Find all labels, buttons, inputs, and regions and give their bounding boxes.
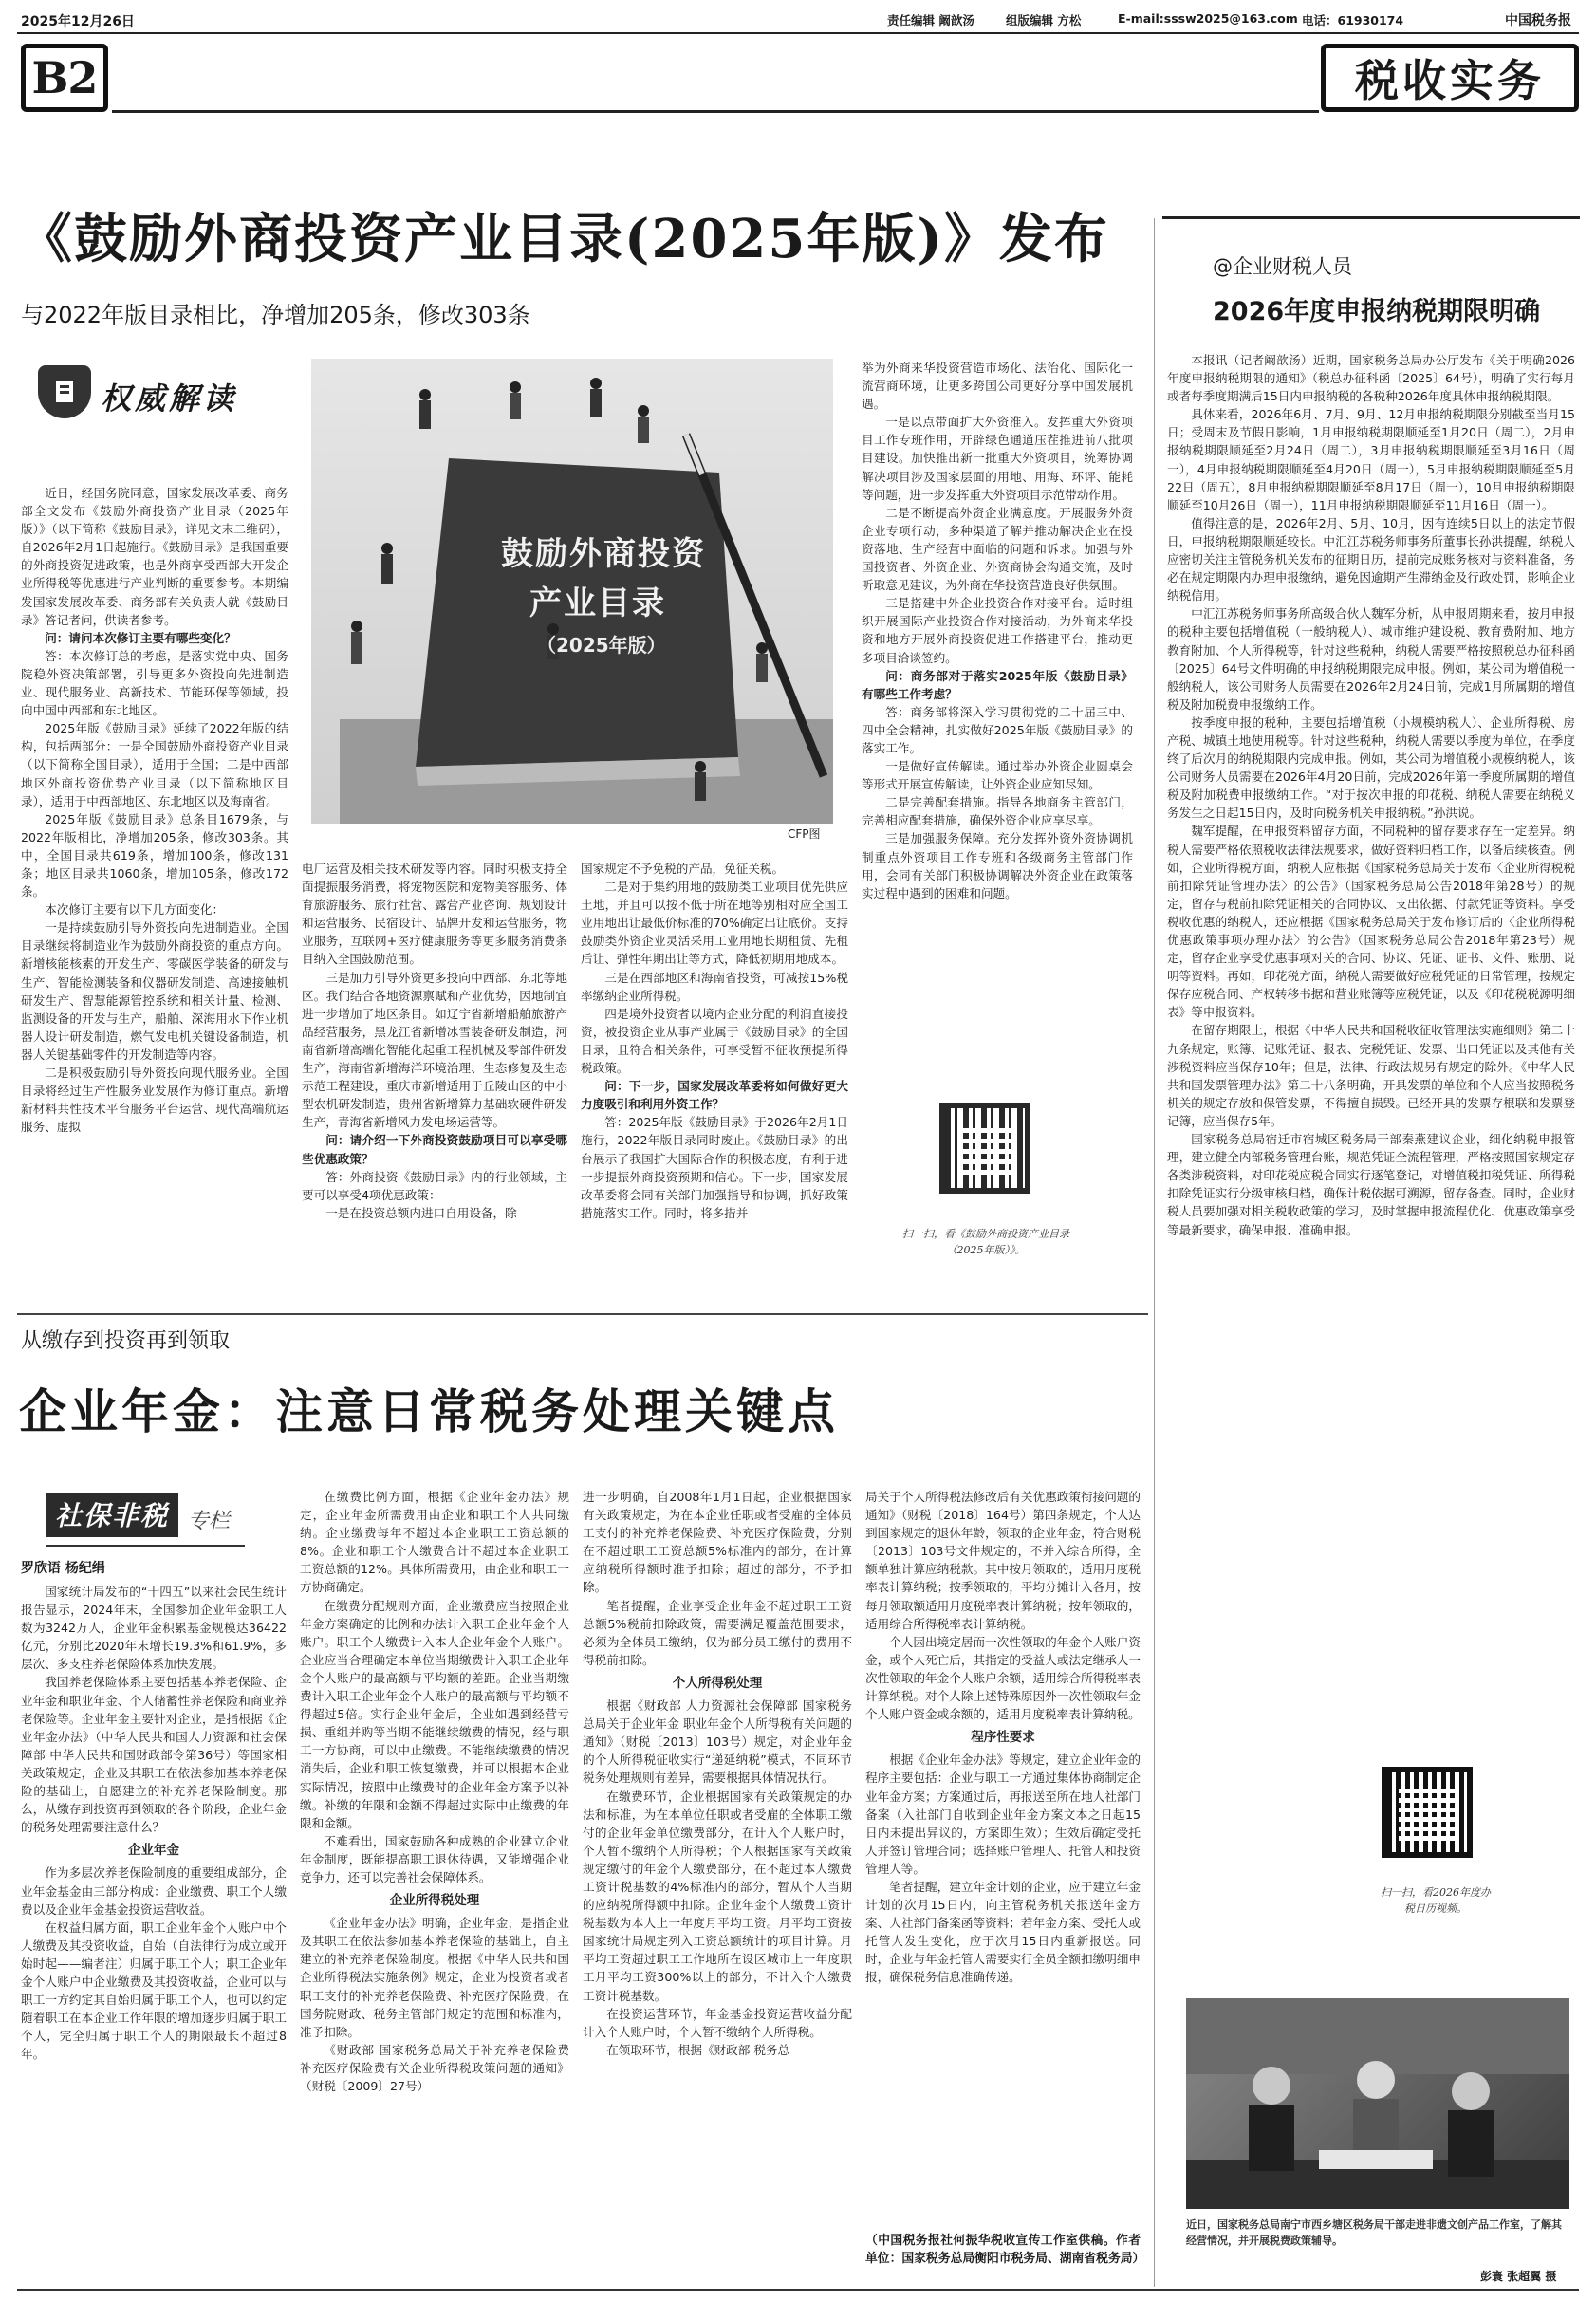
paragraph: 《财政部 国家税务总局关于补充养老保险费 补充医疗保险费有关企业所得税政策问题的通知》（财税〔2009〕27号） xyxy=(300,2042,569,2093)
qr-icon-catalog xyxy=(958,1122,1011,1175)
paragraph: 具体来看，2026年6月、7月、9月、12月申报纳税期限分别截至当月15日；受周末及节假日影响，1月申报纳税期限顺延至1月20日（周二），2月申报纳税期限顺延至2月24日（周二），3月申报纳税期限顺延至3月16日（周一），4月申报纳税期限顺延至4月20日（周一），5月申报纳税期限顺延至5月22日（周五），8月申报纳税期限顺延至8月17日（周一），10月申报纳税期限顺延至10月26日（周一），11月申报纳税期限顺延至11月16日（周一）。 xyxy=(1167,407,1575,512)
tax-visit-credit: 彭寰 张超翼 摄 xyxy=(1480,2270,1557,2283)
question: 问：商务部对于落实2025年版《鼓励目录》有哪些工作考虑？ xyxy=(862,668,1133,701)
section-title: 税收实务 xyxy=(1355,55,1545,106)
article2-col2 xyxy=(300,1488,569,2285)
paragraph: 二是不断提高外资企业满意度。开展服务外资企业专项行动，多种渠道了解并推动解决企业在投资落地、生产经营中面临的问题和诉求。加强与外国投资者、外资企业、外资商协会沟通交流，及时听取意见建议，为外商在华投资营造良好供氛围。 xyxy=(862,505,1133,593)
paragraph: 作为多层次养老保险制度的重要组成部分，企业年金基金由三部分构成：企业缴费、职工个人缴费以及企业年金基金投资运营收益。 xyxy=(21,1865,287,1917)
qr-caption-catalog: 扫一扫，看《鼓励外商投资产业目录（2025年版）》。 xyxy=(902,1228,1069,1256)
paragraph: 三是搭建中外企业投资合作对接平台。适时组织开展国际产业投资合作对接活动，为外商来华投资和地方开展外商投资促进工作搭建平台，推动更多项目洽谈签约。 xyxy=(862,596,1133,665)
paragraph: 《企业年金办法》明确，企业年金，是指企业及其职工在依法参加基本养老保险的基础上，自主建立的补充养老保险制度。根据《中华人民共和国企业所得税法实施条例》规定，企业为投资者或者职工支付的补充养老保险费、补充医疗保险费，在国务院财政、税务主管部门规定的范围和标准内，准予扣除。 xyxy=(300,1916,569,2039)
section-box xyxy=(1321,44,1579,112)
article1-subtitle: 与2022年版目录相比，净增加205条，修改303条 xyxy=(21,302,530,328)
book-title-line1: 鼓励外商投资 xyxy=(501,535,706,573)
article2-col1 xyxy=(21,1583,287,2285)
header-paper-name: 中国税务报 xyxy=(1505,13,1571,28)
column-badge xyxy=(46,1493,245,1547)
sidebar-body xyxy=(1167,351,1575,1528)
divider xyxy=(17,1313,1148,1315)
tax-visit-caption: 近日，国家税务总局南宁市西乡塘区税务局干部走进非遗文创产品工作室，了解其经营情况，并开展税费政策辅导。 xyxy=(1186,2218,1562,2247)
book-edition: （2025年版） xyxy=(537,634,666,657)
paragraph: 答：2025年版《鼓励目录》于2026年2月1日施行，2022年版目录同时废止。《鼓励目录》的出台展示了我国扩大国际合作的积极态度，有利于进一步提振外商投资预期和信心。下一步，国家发展改革委将会同有关部门加强指导和协调，抓好政策措施落实工作。同时，将多措并 xyxy=(581,1115,848,1220)
paragraph: 国家税务总局宿迁市宿城区税务局干部秦燕建议企业，细化纳税申报管理，建立健全内部税务管理台账，规范凭证全流程管理，严格按照国家规定存各类涉税资料，对印花税应税合同实行逐笔登记，对增值税扣税凭证、所得税扣除凭证实行分级审核归档，确保计税依据可溯源，留存备查。同时，企业财税人员要加强对相关税收政策的学习，及时掌握申报流程优化、优惠政策享受等最新要求，确保申报、准确申报。 xyxy=(1167,1132,1575,1237)
paragraph: 二是积极鼓励引导外资投向现代服务业。全国目录将经过生产性服务业发展作为修订重点。新增新材料共性技术平台服务平台运营、现代高端航运服务、虚拟 xyxy=(21,1066,288,1135)
article1-title: 《鼓励外商投资产业目录(2025年版)》发布 xyxy=(19,208,1109,270)
paragraph: 一是在投资总额内进口自用设备，除 xyxy=(325,1205,517,1220)
subheading: 个人所得税处理 xyxy=(672,1675,763,1691)
page-number-box xyxy=(21,44,108,112)
question: 问：请问本次修订主要有哪些变化？ xyxy=(45,630,236,645)
catalog-photo xyxy=(311,359,833,824)
header-date: 2025年12月26日 xyxy=(21,14,135,29)
article2-author: 罗欣语 杨纪绢 xyxy=(21,1561,105,1576)
paragraph: 不难看出，国家鼓励各种成熟的企业建立企业年金制度，既能提高职工退休待遇，又能增强企业竞争力，还可以完善社会保障体系。 xyxy=(300,1833,569,1884)
article1-col3 xyxy=(581,860,848,1220)
paragraph: 本报讯（记者阚歆汤）近期，国家税务总局办公厅发布《关于明确2026年度申报纳税期限的通知》（税总办征科函〔2025〕64号），明确了实行每月或者每季度期满后15日内申报纳税的各税种2026年度具体申报纳税期限。 xyxy=(1167,353,1575,404)
paragraph: 举为外商来华投资营造市场化、法治化、国际化一流营商环境，让更多跨国公司更好分享中国发展机遇。 xyxy=(862,361,1133,412)
header-email: E-mail:sssw2025@163.com xyxy=(1118,11,1298,26)
paragraph: 魏军提醒，在申报资料留存方面，不同税种的留存要求存在一定差异。纳税人需要严格依照税收法律法规要求，做好资料归档工作，以备后续核查。例如，企业所得税方面，纳税人应根据《国家税务总局关于发布〈企业所得税税前扣除凭证管理办法〉的公告》（国家税务总局公告2018年第28号）的规定，留存与税前扣除凭证相关的合同协议、支出依据、付款凭证等资料。享受税收优惠的纳税人，还应根据《国家税务总局关于发布修订后的〈企业所得税优惠政策事项办理办法〉的公告》（国家税务总局公告2018年第23号）规定，留存企业享受优惠事项对关的合同、协议、凭证、证书、文件、账册、说明等资料。再如，印花税方面，纳税人需要做好应税凭证的日常管理，按规定保存应税合同、产权转移书据和营业账簿等应税凭证，以及《印花税税源明细表》等申报资料。 xyxy=(1167,824,1575,1020)
paragraph: 一是持续鼓励引导外资投向先进制造业。全国目录继续将制造业作为鼓励外商投资的重点方向。新增核能核素的开发生产、零碳医学装备的研发与生产、智能检测装备和仪器研发制造、高速接触机研发生产、智慧能源管控系统和相关计量、检测、监测设备的开发与生产，船舶、深海用水下作业机器人设计研发制造，燃气发电机关键设备制造，机器人关键基础零件的开发制造等内容。 xyxy=(21,920,288,1062)
shield-icon xyxy=(38,365,91,418)
article2-col3 xyxy=(583,1488,852,2285)
page-bottom-rule xyxy=(17,2289,1579,2291)
sidebar-tag: @企业财税人员 xyxy=(1213,255,1352,278)
paragraph: 四是境外投资者以境内企业分配的利润直接投资，被投资企业从事产业属于《鼓励目录》的全国目录，且符合相关条件，可享受暂不征收预提所得税政策。 xyxy=(581,1006,848,1076)
photo-credit: CFP图 xyxy=(788,827,821,841)
paragraph: 按季度申报的税种，主要包括增值税（小规模纳税人）、企业所得税、房产税、城镇土地使用税等。针对这些税种，纳税人需要以季度为单位，在季度终了后次月的纳税期限内完成申报。例如，某公司为增值税小规模纳税人，该公司财务人员需要在2026年4月20日前，完成2026年第一季度所属期的增值税及附加税费申报缴纳工作。“对于按次申报的印花税、纳税人需要在纳税义务发生之日起15日内，及时向税务机关申报纳税。”孙洪说。 xyxy=(1167,714,1575,821)
header-editor: 责任编辑 阚歆汤 xyxy=(887,13,974,28)
paragraph: 笔者提醒，建立年金计划的企业，应于建立年金计划的次月15日内，向主管税务机关报送年金方案、人社部门备案函等资料；若年金方案、受托人或托管人发生变化，应于次月15日内重新报送。同时，企业与年金托管人需要实行全员全额扣缴明细申报，确保税务信息准确传递。 xyxy=(865,1879,1141,1985)
paragraph: 我国养老保险体系主要包括基本养老保险、企业年金和职业年金、个人储蓄性养老保险和商业养老保险等。企业年金主要针对企业，是指根据《企业年金办法》（中华人民共和国人力资源和社会保障部 中华人民共和国财政部令第36号）等国家相关政策规定，企业及其职工在依法参加基本养老保险的基础上，自愿建立的补充养老保险制度。那么，从缴存到投资再到领取的各个阶段，企业年金的税务处理需要注意什么？ xyxy=(21,1675,287,1835)
paragraph: 根据《企业年金办法》等规定，建立企业年金的程序主要包括：企业与职工一方通过集体协商制定企业年金方案；方案通过后，再报送至所在地人社部门备案（入社部门自收到企业年金方案文本之日起15日内未提出异议的，方案即生效）；生效后确定受托人并签订管理合同；选择账户管理人、托管人和投资管理人等。 xyxy=(865,1753,1141,1876)
page-number: B2 xyxy=(31,52,98,103)
article2-col4 xyxy=(865,1488,1141,2228)
paragraph: 个人因出境定居而一次性领取的年金个人账户资金，或个人死亡后，其指定的受益人或法定继承人一次性领取的年金个人账户余额，适用综合所得税率表计算纳税。对个人除上述特殊原因外一次性领取年金个人账户资金或余额的，适用月度税率表计算纳税。 xyxy=(865,1634,1141,1722)
page-header xyxy=(0,0,1596,119)
paragraph: 在领取环节，根据《财政部 税务总 xyxy=(606,2042,790,2057)
header-phone: 电话：61930174 xyxy=(1302,13,1404,28)
paragraph: 答：本次修订总的考虑，是落实党中央、国务院稳外资决策部署，引导更多外资投向先进制造业、现代服务业、高新技术、节能环保等领域，投向中国中西部和东北地区。 xyxy=(21,648,288,718)
paragraph: 二是对于集约用地的鼓励类工业项目优先供应土地，并且可以按不低于所在地等别相对应全国工业用地出让最低价标准的70%确定出让底价。支持鼓励类外资企业灵活采用工业用地长期租赁、先租后让、弹性年期出让等方式，降低初期用地成本。 xyxy=(581,880,848,967)
paragraph: 值得注意的是，2026年2月、5月、10月，因有连续5日以上的法定节假日，申报纳税期限顺延较长。中汇江苏税务师事务所董事长孙洪提醒，纳税人应密切关注主管税务机关发布的征期日历，提前完成账务核对与资料准备，务必在规定期限内办理申报缴纳，避免因逾期产生滞纳金及行政处罚，影响企业纳税信用。 xyxy=(1167,515,1575,603)
article1-col4 xyxy=(862,359,1133,1080)
paragraph: 局关于个人所得税法修改后有关优惠政策衔接问题的通知》（财税〔2018〕164号）第四条规定，个人达到国家规定的退休年龄，领取的企业年金，符合财税〔2013〕103号文件规定的，不并入综合所得，全额单独计算应纳税款。其中按月领取的，适用月度税率表计算纳税；按季领取的，平均分摊计入各月，按每月领取额适用月度税率表计算纳税；按年领取的，适用综合所得税率表计算纳税。 xyxy=(865,1490,1141,1631)
paragraph: 答：商务部将深入学习贯彻党的二十届三中、四中全会精神，扎实做好2025年版《鼓励目录》的落实工作。 xyxy=(862,704,1133,755)
book-title-line2: 产业目录 xyxy=(529,584,666,622)
paragraph: 答：外商投资《鼓励目录》内的行业领域，主要可以享受4项优惠政策： xyxy=(302,1169,567,1202)
paragraph: 本次修订主要有以下几方面变化： xyxy=(45,902,225,918)
subheading: 企业年金 xyxy=(128,1843,179,1859)
paragraph: 在缴费分配规则方面，企业缴费应当按照企业年金方案确定的比例和办法计入职工企业年金个人账户。职工个人缴费计入本人企业年金个人账户。企业应当合理确定本单位当期缴费计入职工企业年金个人账户的最高额与平均额的差距。企业当期缴费计入职工企业年金个人账户的最高额与平均额不得超过5倍。实行企业年金后，企业如遇到经营亏损、重组并购等当期不能继续缴费的情况，经与职工一方协商，可以中止缴费。不能继续缴费的情况消失后，企业和职工恢复缴费，并可以根据本企业实际情况，按照中止缴费时的企业年金方案予以补缴。补缴的年限和金额不得超过实际中止缴费的年限和金额。 xyxy=(300,1598,569,1830)
paragraph: 中汇江苏税务师事务所高级合伙人魏军分析，从申报周期来看，按月申报的税种主要包括增值税（一般纳税人）、城市维护建设税、教育费附加、地方教育附加、个人所得税等，针对这些税种，纳税人需要严格按照税总办征科函〔2025〕64号文件明确的申报纳税期限完成申报。例如，某公司为增值税一般纳税人，该公司财务人员需要在2026年2月24日前，完成1月所属期的增值税及附加税费申报缴纳工作。 xyxy=(1167,606,1575,712)
paragraph: 三是在西部地区和海南省投资，可减按15%税率缴纳企业所得税。 xyxy=(581,970,848,1003)
paragraph: 在缴费比例方面，根据《企业年金办法》规定，企业年金所需费用由企业和职工个人共同缴纳。企业缴费每年不超过本企业职工工资总额的8%。企业和职工个人缴费合计不超过本企业职工工资总额的12%。具体所需费用，由企业和职工一方协商确定。 xyxy=(300,1490,569,1595)
paragraph: 二是完善配套措施。指导各地商务主管部门，完善相应配套措施，确保外资企业应享尽享。 xyxy=(862,795,1133,828)
paragraph: 一是以点带面扩大外资准入。发挥重大外资项目工作专班作用，开辟绿色通道压茬推进前八批项目建设。加快推出新一批重大外资项目，统筹协调解决项目涉及国家层面的用地、用海、环评、能耗等问题，进一步发挥重大外资项目示范带动作用。 xyxy=(862,415,1133,502)
tax-visit-image xyxy=(1186,1998,1569,2209)
article2-title: 企业年金：注意日常税务处理关键点 xyxy=(19,1383,839,1439)
article2-kicker: 从缴存到投资再到领取 xyxy=(21,1329,231,1353)
question: 问：请介绍一下外商投资鼓励项目可以享受哪些优惠政策？ xyxy=(302,1133,567,1166)
article1-col1 xyxy=(21,484,288,1182)
article2-source: （中国税务报社何振华税收宣传工作室供稿。作者单位：国家税务总局衡阳市税务局、湖南省税务局） xyxy=(865,2234,1145,2266)
header-top-rule xyxy=(17,32,1579,34)
paragraph: 2025年版《鼓励目录》延续了2022年版的结构，包括两部分：一是全国鼓励外商投资产业目录（以下简称全国目录），适用于全国；二是中西部地区外商投资优势产业目录（以下简称地区目录），适用于中西部地区、东北地区以及海南省。 xyxy=(21,721,288,808)
paragraph: 三是加力引导外资更多投向中西部、东北等地区。我们结合各地资源禀赋和产业优势，因地制宜进一步增加了地区条目。如辽宁省新增船舶旅游产品经营服务，黑龙江省新增冰雪装备研发制造，河南省新增高端化智能化起重工程机械及零部件研发生产，海南省新增海洋环境治理、生态修复及生态示范工程建设，重庆市新增适用于丘陵山区的中小型农机研发制造，贵州省新增算力基础软硬件研发生产，青海省新增风力发电场运营等。 xyxy=(302,970,567,1130)
subheading: 程序性要求 xyxy=(971,1730,1035,1746)
paragraph: 国家规定不予免税的产品，免征关税。 xyxy=(581,862,785,876)
qr-caption-calendar: 扫一扫，看2026年度办税日历视频。 xyxy=(1381,1886,1491,1915)
article1-col2 xyxy=(302,860,567,1220)
paragraph: 电厂运营及相关技术研发等内容。同时积极支持全面提振服务消费，将宠物医院和宠物美容服务、体育旅游服务、旅行社营、露营产业咨询、规划设计和运营服务、民宿设计、品牌开发和运营服务，物业服务，互联网+医疗健康服务等更多服务消费条目纳入全国鼓励范围。 xyxy=(302,862,567,967)
paragraph: 根据《财政部 人力资源社会保障部 国家税务总局关于企业年金 职业年金个人所得税有关问题的通知》（财税〔2013〕103号）规定，对企业年金的个人所得税征收实行“递延纳税”模式，不同环节税务处理规则有差异，需要根据具体情况执行。 xyxy=(583,1698,852,1786)
tax-visit-photo xyxy=(1186,1998,1569,2209)
paragraph: 一是做好宣传解读。通过举办外资企业圆桌会等形式开展宣传解读，让外资企业应知尽知。 xyxy=(862,759,1133,792)
paragraph: 2025年版《鼓励目录》总条目1679条，与2022年版相比，净增加205条，修改303条。其中，全国目录共619条，增加100条，修改131条；地区目录共1060条，增加105条，修改172条。 xyxy=(21,811,288,900)
paragraph: 笔者提醒，企业享受企业年金不超过职工工资总额5%税前扣除政策，需要满足覆盖范围要求，必须为全体员工缴纳，仅为部分员工缴付的费用不得税前扣除。 xyxy=(583,1598,852,1667)
paragraph: 三是加强服务保障。充分发挥外资外资协调机制重点外资项目工作专班和各级商务主管部门作用，会同有关部门积极协调解决外资企业在政策落实过程中遇到的困难和问题。 xyxy=(862,831,1133,900)
subheading: 企业所得税处理 xyxy=(389,1893,480,1909)
paragraph: 在投资运营环节，年金基金投资运营收益分配计入个人账户时，个人暂不缴纳个人所得税。 xyxy=(583,2006,852,2039)
paragraph: 近日，经国务院同意，国家发展改革委、商务部全文发布《鼓励外商投资产业目录（2025年版）》（以下简称《鼓励目录》，详见文末二维码），自2026年2月1日起施行。《鼓励目录》是我国重要的外商投资促进政策，也是外商享受西部大开发企业所得税等优惠进行产业判断的重要参考。本期编发国家发展改革委、商务部有关负责人就《鼓励目录》答记者问，供读者参考。 xyxy=(21,486,288,627)
paragraph: 在缴费环节，企业根据国家有关政策规定的办法和标准，为在本单位任职或者受雇的全体职工缴付的企业年金单位缴费部分，在计入个人账户时，个人暂不缴纳个人所得税；个人根据国家有关政策规定缴付的年金个人缴费部分，在不超过本人缴费工资计税基数的4%标准内的部分，暂从个人当期的应纳税所得额中扣除。企业年金个人缴费工资计税基数为本人上一年度月平均工资。月平均工资按国家统计局规定列入工资总额统计的项目计算。月平均工资超过职工工作地所在设区城市上一年度职工月平均工资300%以上的部分，不计入个人缴费工资计税基数。 xyxy=(583,1789,852,2003)
column-badge-sub: 专栏 xyxy=(188,1510,231,1533)
paragraph: 国家统计局发布的“十四五”以来社会民生统计报告显示，2024年末，全国参加企业年金职工人数为3242万人，企业年金积累基金规模达36422亿元，分别比2020年末增长19.3%和61.9%，多层次、多支柱养老保险体系加快发展。 xyxy=(21,1585,287,1672)
column-badge-label: 社保非税 xyxy=(46,1493,178,1537)
paragraph: 在权益归属方面，职工企业年金个人账户中个人缴费及其投资收益，自始（自法律行为成立或开始时起——编者注）归属于职工个人；职工企业年金个人账户中企业缴费及其投资收益，企业可以与职工一方约定其自始归属于职工个人，也可以约定随着职工在本企业工作年限的增加逐步归属于职工个人，完全归属于职工个人的期限最长不超过8年。 xyxy=(21,1920,287,2062)
header-bottom-rule xyxy=(112,110,1319,113)
authority-badge xyxy=(38,365,266,420)
qr-icon-calendar xyxy=(1399,1784,1456,1841)
sidebar-top-rule xyxy=(1162,216,1580,219)
sidebar-divider xyxy=(1154,218,1155,2287)
paragraph: 进一步明确，自2008年1月1日起，企业根据国家有关政策规定，为在本企业任职或者受雇的全体员工支付的补充养老保险费、补充医疗保险费，分别在不超过职工工资总额5%标准内的部分，在计算应纳税所得额时准予扣除；超过的部分，不予扣除。 xyxy=(583,1490,852,1595)
header-layout-editor: 组版编辑 方松 xyxy=(1006,13,1082,28)
authority-badge-label: 权威解读 xyxy=(101,380,238,417)
question: 问：下一步，国家发展改革委将如何做好更大力度吸引和利用外资工作？ xyxy=(581,1079,848,1112)
sidebar-title: 2026年度申报纳税期限明确 xyxy=(1213,297,1541,326)
paragraph: 在留存期限上，根据《中华人民共和国税收征收管理法实施细则》第二十九条规定，账簿、记账凭证、报表、完税凭证、发票、出口凭证以及其他有关涉税资料应当保存10年；但是，法律、行政法规另有规定的除外。《中华人民共和国发票管理办法》第二十八条明确，开具发票的单位和个人应当按照税务机关的规定存放和保管发票，不得擅自损毁。已经开具的发票存根联和发票登记簿，应当保存5年。 xyxy=(1167,1023,1575,1128)
